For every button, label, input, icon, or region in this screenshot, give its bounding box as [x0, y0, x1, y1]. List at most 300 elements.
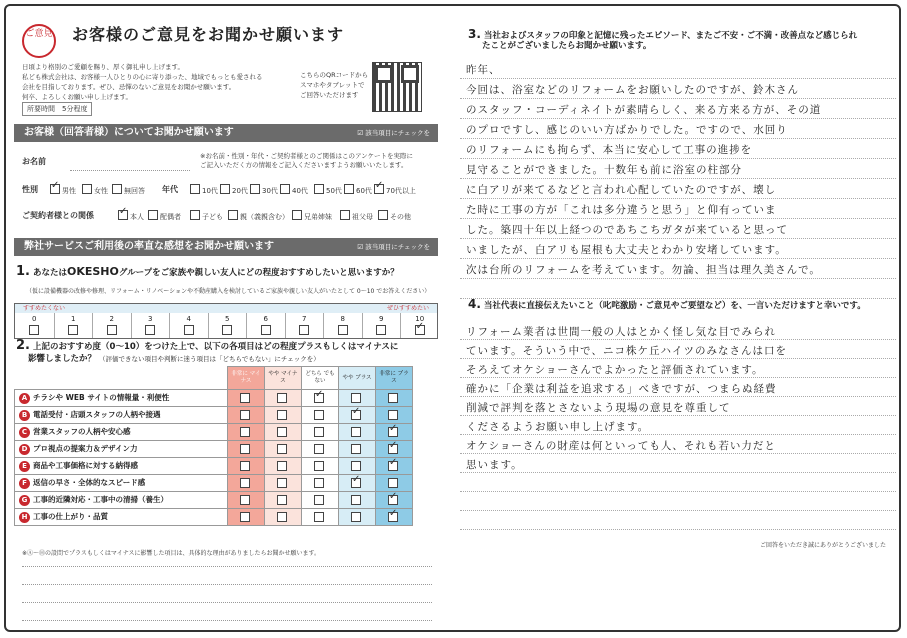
checkbox[interactable]: [112, 184, 122, 194]
intro-line: 日頃より格別のご愛顧を賜り、厚く御礼申し上げます。: [22, 63, 184, 71]
rating-cell[interactable]: [376, 475, 413, 492]
option-label: その他: [390, 213, 411, 221]
intro-line: 私ども株式会社は、お客様一人ひとりの心に寄り添った、地域でもっとも愛される: [22, 73, 263, 81]
section2-header: [14, 238, 438, 256]
age-option[interactable]: [190, 184, 218, 196]
scale-header: [15, 304, 437, 313]
scale-number: 9: [379, 315, 384, 323]
privacy-line: ※お名前・性別・年代・ご契約者様とのご関係はこのアンケートを実際に: [200, 152, 414, 160]
handwritten-line: した。築四十年以上経つのであちこちガタが来ていると思って: [466, 224, 788, 236]
item-text: 営業スタッフの人柄や安心感: [33, 427, 131, 436]
item-text: チラシや WEB サイトの情報量・利便性: [33, 393, 170, 402]
ruled-line: [460, 238, 896, 239]
scale-low-label: すすめたくない: [23, 305, 66, 312]
rating-item-label: [15, 441, 228, 458]
handwritten-line: いましたが、白アリも屋根も大丈夫とわかり安堵しています。: [466, 244, 787, 256]
rating-cell[interactable]: [339, 458, 376, 475]
ruled-line: [460, 396, 896, 397]
reason-line[interactable]: [22, 584, 432, 585]
rating-cell[interactable]: [302, 458, 339, 475]
checkbox[interactable]: [250, 184, 260, 194]
ruled-line: [460, 178, 896, 179]
checkbox[interactable]: [314, 461, 324, 471]
checkbox[interactable]: [314, 393, 324, 403]
rating-cell[interactable]: [228, 509, 265, 526]
rating-cell[interactable]: [376, 492, 413, 509]
q4-question: [468, 298, 866, 312]
item-text: 電話受付・店頭スタッフの人柄や接遇: [33, 410, 161, 419]
checkbox[interactable]: [240, 512, 250, 522]
handwritten-line: のスタッフ・コーディネイトが素晴らしく、来る方来る方が、その道: [466, 104, 822, 116]
rating-cell[interactable]: [376, 509, 413, 526]
checkbox[interactable]: [344, 184, 354, 194]
item-text: 商品や工事価格に対する納得感: [33, 461, 138, 470]
rating-cell[interactable]: [228, 390, 265, 407]
rating-item-label: [15, 458, 228, 475]
right-column: [460, 22, 896, 622]
ruled-line: [460, 377, 896, 378]
option-label: 子ども: [202, 213, 223, 221]
checkbox[interactable]: [240, 410, 250, 420]
scale-option-4[interactable]: [169, 313, 208, 338]
rating-cell[interactable]: [302, 390, 339, 407]
scale-number: 4: [186, 315, 191, 323]
q1-number: 1.: [16, 264, 30, 279]
rating-cell[interactable]: [339, 441, 376, 458]
option-label: 10代: [202, 187, 218, 195]
checkbox[interactable]: [351, 444, 361, 454]
handwritten-line: 確かに「企業は利益を追求する」べきですが、つまらぬ経費: [466, 383, 777, 395]
q4-number: 4.: [468, 297, 481, 311]
header-spacer: [15, 367, 228, 390]
header-neutral: どちら でもない: [302, 367, 339, 390]
rating-cell[interactable]: [228, 475, 265, 492]
reason-line[interactable]: [22, 566, 432, 567]
rating-item-label: [15, 509, 228, 526]
ruled-line: [460, 358, 896, 359]
option-label: 男性: [62, 187, 76, 195]
rating-cell[interactable]: [339, 475, 376, 492]
checkbox[interactable]: [314, 427, 324, 437]
checkbox[interactable]: [351, 410, 361, 420]
check-tag: ☑ 該当項目にチェックを: [357, 129, 430, 137]
rating-cell[interactable]: [339, 390, 376, 407]
checkbox[interactable]: [277, 478, 287, 488]
item-text: 工事的近隣対応・工事中の清掃（養生）: [33, 495, 168, 504]
rating-cell[interactable]: [228, 492, 265, 509]
qr-text: [300, 70, 372, 100]
item-letter-icon: E: [19, 461, 30, 472]
q3-number: 3.: [468, 27, 481, 41]
q3-question-line2: たことがございましたらお聞かせ願います。: [482, 41, 652, 51]
rating-cell[interactable]: [302, 509, 339, 526]
rating-cell[interactable]: [265, 441, 302, 458]
item-text: プロ視点の提案力＆デザイン力: [33, 444, 138, 453]
scale-number: 2: [109, 315, 114, 323]
handwritten-line: リフォーム業者は世間一般の人はとかく怪し気な目でみられ: [466, 326, 776, 338]
handwritten-line: 思います。: [466, 459, 523, 471]
checkbox[interactable]: [222, 325, 232, 335]
scale-number: 5: [225, 315, 230, 323]
checkbox[interactable]: [118, 210, 128, 220]
scale-option-2[interactable]: [92, 313, 131, 338]
handwritten-line: のプロですし、感じのいい方ばかりでした。ですので、水回り: [466, 124, 788, 136]
q1-pre: あなたは: [32, 268, 67, 278]
scale-number: 7: [302, 315, 307, 323]
checkbox[interactable]: [351, 427, 361, 437]
handwritten-line: 昨年、: [466, 64, 501, 76]
qr-text-line: スマホやタブレットで: [300, 81, 365, 89]
q2-line2: 影響しましたか？: [28, 354, 97, 364]
rating-cell[interactable]: [302, 475, 339, 492]
relation-option-self[interactable]: [118, 210, 144, 222]
checkbox[interactable]: [388, 512, 398, 522]
scale-number: 6: [263, 315, 268, 323]
ruled-line: [460, 510, 896, 511]
checkbox[interactable]: [340, 210, 350, 220]
checkbox[interactable]: [314, 184, 324, 194]
checkbox[interactable]: [277, 444, 287, 454]
item-letter-icon: H: [19, 512, 30, 523]
checkbox[interactable]: [190, 184, 200, 194]
checkbox[interactable]: [378, 210, 388, 220]
checkbox[interactable]: [240, 461, 250, 471]
checkbox[interactable]: [376, 325, 386, 335]
ruled-line: [460, 218, 896, 219]
rating-row: [15, 390, 413, 407]
option-label: 女性: [94, 187, 108, 195]
checkbox[interactable]: [415, 325, 425, 335]
checkbox[interactable]: [68, 325, 78, 335]
thanks-text: ご回答をいただき誠にありがとうございました: [759, 542, 886, 549]
gender-option-male[interactable]: [50, 184, 76, 196]
age-option[interactable]: [314, 184, 342, 196]
checkbox[interactable]: [240, 478, 250, 488]
option-label: 20代: [232, 187, 248, 195]
option-label: 兄弟姉妹: [304, 213, 332, 221]
option-label: 本人: [130, 213, 144, 221]
relation-option[interactable]: [292, 210, 332, 222]
rating-item-label: [15, 492, 228, 509]
q1-post: グループをご家族や親しい友人にどの程度おすすめしたいと思いますか？: [118, 268, 399, 278]
rating-cell[interactable]: [339, 407, 376, 424]
rating-cell[interactable]: [339, 509, 376, 526]
qr-code-icon[interactable]: [372, 62, 422, 112]
header-very-minus: 非常に マイナス: [228, 367, 265, 390]
checkbox[interactable]: [351, 393, 361, 403]
q4-line: 当社代表に直接伝えたいこと（叱咤激励・ご意見やご要望など）を、一言いただけますと幸いです。: [483, 301, 866, 311]
handwritten-line: のリフォームにも拘らず、本当に安心して工事の進捗を: [466, 144, 753, 156]
scale-high-label: ぜひすすめたい: [386, 305, 429, 312]
rating-row: [15, 424, 413, 441]
checkbox[interactable]: [50, 184, 60, 194]
option-label: 祖父母: [352, 213, 373, 221]
rating-cell[interactable]: [265, 458, 302, 475]
ruled-line: [460, 434, 896, 435]
ruled-line: [460, 453, 896, 454]
privacy-note: [200, 152, 413, 170]
q2-subtext: （評価できない項目や判断に迷う項目は「どちらでもない」にチェックを）: [98, 355, 320, 363]
gender-option-none[interactable]: [112, 184, 145, 196]
checkbox[interactable]: [184, 325, 194, 335]
checkbox[interactable]: [240, 427, 250, 437]
rating-item-label: [15, 390, 228, 407]
q2-footnote: ※Ⓐ〜Ⓗの設問でプラスもしくはマイナスに影響した項目は、具体的な理由がありましたらお聞かせ願います。: [22, 550, 321, 557]
ruled-line: [460, 278, 896, 279]
ruled-line: [460, 138, 896, 139]
age-option[interactable]: [344, 184, 372, 196]
rating-item-label: [15, 407, 228, 424]
item-text: 工事の仕上がり・品質: [33, 512, 108, 521]
handwritten-line: 削減で評判を落とさないよう現場の意見を尊重して: [466, 402, 731, 414]
privacy-line: ご記入いただく方の情報をご記入くださいますようお願いいたします。: [200, 161, 408, 169]
rating-cell[interactable]: [265, 509, 302, 526]
handwritten-line: オケショーさんの財産は何といっても人、それも若い力だと: [466, 440, 776, 452]
option-label: 無回答: [124, 187, 145, 195]
option-label: 40代: [292, 187, 308, 195]
intro-line: 会社を目指しております。ぜひ、忌憚のないご意見をお聞かせ願います。: [22, 83, 236, 91]
ruled-line: [460, 415, 896, 416]
name-label: お名前: [22, 157, 46, 166]
checkbox[interactable]: [374, 184, 384, 194]
time-required: 所要時間 5分程度: [22, 102, 92, 116]
ruled-line: [460, 158, 896, 159]
qr-text-line: こちらのQRコードから: [300, 71, 369, 79]
scale-option-10[interactable]: [400, 313, 439, 338]
rating-cell[interactable]: [339, 424, 376, 441]
checkbox[interactable]: [220, 184, 230, 194]
header-minus: やや マイナス: [265, 367, 302, 390]
reason-line[interactable]: [22, 602, 432, 603]
relation-label: ご契約者様との関係: [22, 211, 94, 220]
scale-option-6[interactable]: [246, 313, 285, 338]
rating-cell[interactable]: [265, 424, 302, 441]
rating-row: [15, 441, 413, 458]
rating-cell[interactable]: [228, 458, 265, 475]
rating-cell[interactable]: [302, 424, 339, 441]
item-letter-icon: D: [19, 444, 30, 455]
rating-cell[interactable]: [265, 390, 302, 407]
rating-cell[interactable]: [376, 407, 413, 424]
checkbox[interactable]: [314, 444, 324, 454]
checkbox[interactable]: [388, 393, 398, 403]
checkbox[interactable]: [82, 184, 92, 194]
scale-option-5[interactable]: [208, 313, 247, 338]
checkbox[interactable]: [190, 210, 200, 220]
age-label: 年代: [162, 185, 178, 194]
relation-option[interactable]: [228, 210, 289, 222]
rating-cell[interactable]: [302, 492, 339, 509]
rating-cell[interactable]: [376, 424, 413, 441]
checkbox[interactable]: [107, 325, 117, 335]
option-label: 30代: [262, 187, 278, 195]
checkbox[interactable]: [29, 325, 39, 335]
scale-option-7[interactable]: [285, 313, 324, 338]
page-title: お客様のご意見をお聞かせ願います: [72, 25, 345, 44]
checkbox[interactable]: [148, 210, 158, 220]
checkbox[interactable]: [277, 427, 287, 437]
checkbox[interactable]: [314, 495, 324, 505]
header-very-plus: 非常に プラス: [376, 367, 413, 390]
scale-option-1[interactable]: [54, 313, 93, 338]
checkbox[interactable]: [314, 512, 324, 522]
handwritten-line: 今回は、浴室などのリフォームをお願いしたのですが、鈴木さん: [466, 84, 799, 96]
option-label: 配偶者: [160, 213, 181, 221]
ruled-line: [460, 198, 896, 199]
seal-stamp: ご意見: [22, 24, 56, 58]
item-letter-icon: B: [19, 410, 30, 421]
checkbox[interactable]: [240, 444, 250, 454]
checkbox[interactable]: [280, 184, 290, 194]
item-letter-icon: G: [19, 495, 30, 506]
checkbox[interactable]: [277, 410, 287, 420]
checkbox[interactable]: [388, 410, 398, 420]
age-option[interactable]: [220, 184, 248, 196]
rating-header-row: [15, 367, 413, 390]
rating-row: [15, 475, 413, 492]
intro-text: [22, 62, 322, 102]
ruled-line: [460, 118, 896, 119]
header-plus: やや プラス: [339, 367, 376, 390]
rating-row: [15, 509, 413, 526]
checkbox[interactable]: [388, 478, 398, 488]
rating-item-label: [15, 424, 228, 441]
scale-number: 0: [32, 315, 37, 323]
checkbox[interactable]: [261, 325, 271, 335]
checkbox[interactable]: [240, 393, 250, 403]
rating-cell[interactable]: [228, 441, 265, 458]
option-label: 70代以上: [386, 187, 416, 195]
scale-number: 3: [148, 315, 153, 323]
checkbox[interactable]: [228, 210, 238, 220]
item-text: 返信の早さ・全体的なスピード感: [33, 478, 146, 487]
check-tag-text: 該当項目にチェックを: [365, 129, 430, 137]
q2-question: [16, 340, 398, 353]
checkbox[interactable]: [388, 461, 398, 471]
age-option[interactable]: [250, 184, 278, 196]
checkbox[interactable]: [277, 461, 287, 471]
rating-row: [15, 407, 413, 424]
section1-header: [14, 124, 438, 142]
scale-number: 8: [340, 315, 345, 323]
relation-option[interactable]: [148, 210, 181, 222]
rating-cell[interactable]: [376, 441, 413, 458]
rating-cell[interactable]: [228, 424, 265, 441]
handwritten-line: くださるようお願い申し上げます。: [466, 421, 650, 433]
reason-line[interactable]: [22, 620, 432, 621]
rating-cell[interactable]: [265, 492, 302, 509]
rating-row: [15, 492, 413, 509]
relation-option[interactable]: [190, 210, 223, 222]
rating-item-label: [15, 475, 228, 492]
ruled-line: [460, 529, 896, 530]
checkbox[interactable]: [351, 512, 361, 522]
ruled-line: [460, 98, 896, 99]
handwritten-line: た時に工事の方が「これは多分違うと思う」と仰有っていま: [466, 204, 777, 216]
checkbox[interactable]: [145, 325, 155, 335]
option-label: 親（義親含む）: [240, 213, 289, 221]
ruled-line: [460, 491, 896, 492]
scale-number: 10: [415, 315, 425, 323]
scale-option-9[interactable]: [362, 313, 401, 338]
brand-name: OKESHO: [66, 265, 119, 278]
rating-cell[interactable]: [376, 458, 413, 475]
section1-title: お客様（回答者様）についてお聞かせ願います: [24, 127, 234, 138]
rating-cell[interactable]: [265, 475, 302, 492]
checkbox[interactable]: [292, 210, 302, 220]
checkbox[interactable]: [388, 427, 398, 437]
item-letter-icon: C: [19, 427, 30, 438]
option-label: 50代: [326, 187, 342, 195]
q1-subtext: （仮に設備機器の改修や修理、リフォーム・リノベーションや不動産購入を検討しているご家族や親しい友人がいたとして 0〜10 でお答えください）: [26, 288, 431, 295]
scale-option-3[interactable]: [131, 313, 170, 338]
scale-option-8[interactable]: [323, 313, 362, 338]
checkbox[interactable]: [314, 478, 324, 488]
qr-text-line: ご回答いただけます: [300, 91, 359, 99]
rating-cell[interactable]: [302, 441, 339, 458]
gender-label: 性別: [22, 185, 38, 194]
checkbox[interactable]: [314, 410, 324, 420]
gender-option-female[interactable]: [82, 184, 108, 196]
checkbox[interactable]: [277, 393, 287, 403]
section2-title: 弊社サービスご利用後の率直な感想をお聞かせ願います: [24, 241, 274, 252]
scale-number: 1: [71, 315, 76, 323]
ruled-line: [460, 339, 896, 340]
rating-cell[interactable]: [302, 407, 339, 424]
relation-option[interactable]: [378, 210, 411, 222]
item-letter-icon: F: [19, 478, 30, 489]
rating-table: [14, 366, 413, 526]
scale-option-0[interactable]: [15, 313, 54, 338]
rating-cell[interactable]: [265, 407, 302, 424]
recommend-scale: [14, 303, 438, 339]
ruled-line: [460, 258, 896, 259]
check-tag: ☑ 該当項目にチェックを: [357, 243, 430, 251]
q2-question-line2: [28, 353, 320, 365]
checkbox[interactable]: [388, 444, 398, 454]
q2-number: 2.: [16, 338, 30, 353]
handwritten-line: 次は台所のリフォームを考えています。勿論、担当は理久美さんで。: [466, 264, 821, 276]
rating-cell[interactable]: [376, 390, 413, 407]
age-option-70plus[interactable]: [374, 184, 416, 196]
q1-question: [16, 266, 399, 279]
handwritten-line: ています。そういう中で、ニコ株ケ丘ハイツのみなさんは口を: [466, 345, 787, 357]
age-option[interactable]: [280, 184, 308, 196]
checkbox[interactable]: [338, 325, 348, 335]
q2-line1: 上記のおすすめ度（0〜10）をつけた上で、以下の各項目はどの程度プラスもしくはマイナスに: [32, 342, 399, 352]
check-tag-text: 該当項目にチェックを: [365, 243, 430, 251]
name-field[interactable]: [70, 170, 190, 171]
checkbox[interactable]: [351, 478, 361, 488]
checkbox[interactable]: [351, 461, 361, 471]
rating-cell[interactable]: [228, 407, 265, 424]
option-label: 60代: [356, 187, 372, 195]
ruled-line: [460, 472, 896, 473]
item-letter-icon: A: [19, 393, 30, 404]
handwritten-line: に白アリが来てるなどと言われ心配していたのですが、壊し: [466, 184, 777, 196]
checkbox[interactable]: [351, 495, 361, 505]
rating-cell[interactable]: [339, 492, 376, 509]
ruled-line: [460, 78, 896, 79]
checkbox[interactable]: [277, 495, 287, 505]
handwritten-line: 見守ることができました。十数年も前に浴室の柱部分: [466, 164, 742, 176]
checkbox[interactable]: [299, 325, 309, 335]
checkbox[interactable]: [240, 495, 250, 505]
checkbox[interactable]: [277, 512, 287, 522]
relation-option[interactable]: [340, 210, 373, 222]
checkbox[interactable]: [388, 495, 398, 505]
intro-line: 何卒、よろしくお願い申し上げます。: [22, 93, 132, 101]
